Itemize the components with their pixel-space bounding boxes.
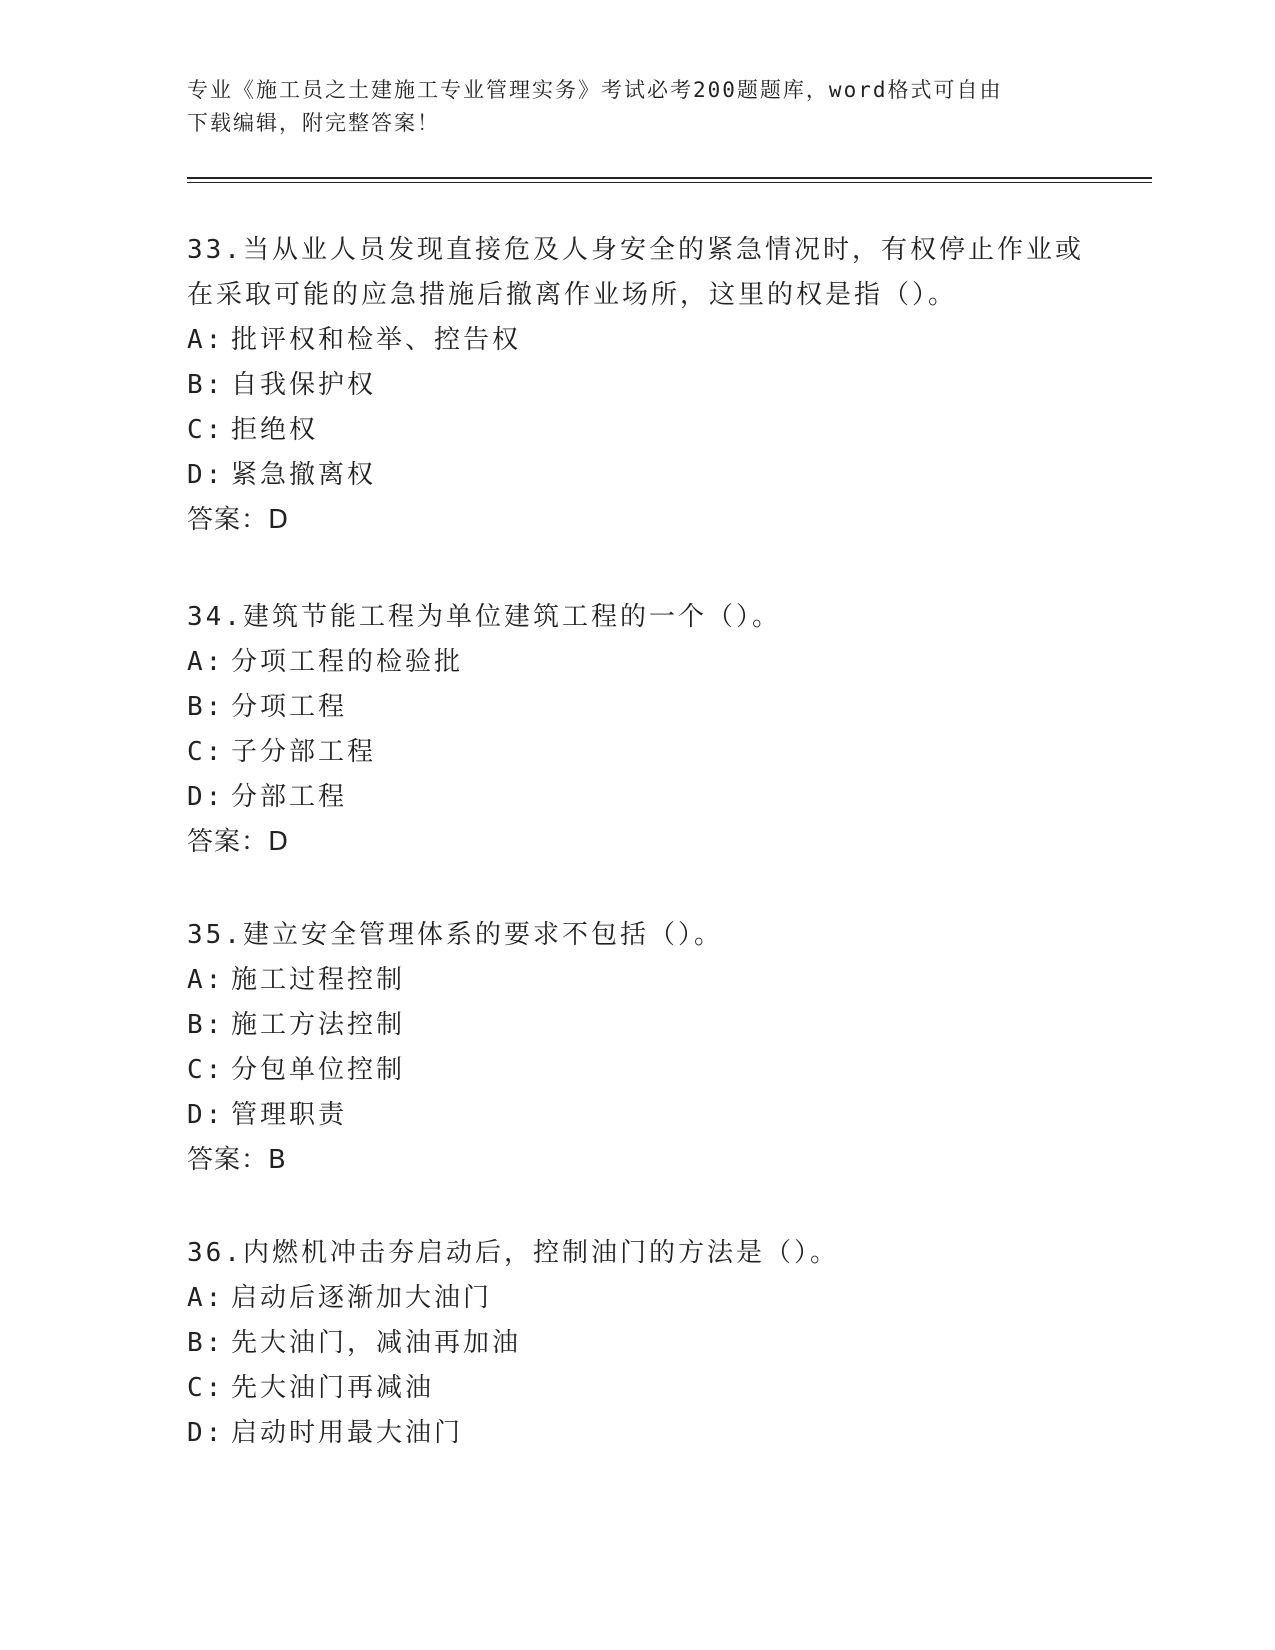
option-text: 分包单位控制 <box>231 1055 406 1085</box>
option-letter: C: <box>187 415 225 445</box>
option-text: 启动后逐渐加大油门 <box>231 1283 493 1313</box>
option-text: 批评权和检举、控告权 <box>231 325 522 355</box>
option-c <box>187 1366 1147 1411</box>
option-text: 先大油门再减油 <box>231 1373 435 1403</box>
question-35 <box>187 913 1147 1183</box>
question-33 <box>187 228 1147 543</box>
option-letter: C: <box>187 1055 225 1085</box>
option-a <box>187 1276 1147 1321</box>
option-text: 分项工程 <box>231 692 348 722</box>
header-divider-thin <box>187 182 1152 183</box>
question-36 <box>187 1231 1147 1456</box>
answer-line: 答案：D <box>187 827 290 857</box>
option-letter: B: <box>187 692 225 722</box>
answer-line: 答案：D <box>187 505 290 535</box>
option-letter: B: <box>187 1010 225 1040</box>
option-text: 拒绝权 <box>231 415 319 445</box>
question-stem-line-1: 34.建筑节能工程为单位建筑工程的一个（）。 <box>187 602 781 632</box>
option-text: 紧急撤离权 <box>231 460 377 490</box>
option-d <box>187 1411 1147 1456</box>
option-b <box>187 685 1147 730</box>
option-text: 管理职责 <box>231 1100 348 1130</box>
option-b <box>187 1003 1147 1048</box>
document-header <box>187 74 1087 140</box>
option-letter: D: <box>187 460 225 490</box>
option-c <box>187 408 1147 453</box>
option-letter: B: <box>187 370 225 400</box>
question-stem <box>187 913 1147 958</box>
option-b <box>187 363 1147 408</box>
header-line-1: 专业《施工员之土建施工专业管理实务》考试必考200题题库，word格式可自由 <box>187 78 1003 102</box>
option-letter: A: <box>187 1283 225 1313</box>
question-stem-line-2: 在采取可能的应急措施后撤离作业场所，这里的权是指（）。 <box>187 280 958 310</box>
question-stem <box>187 1231 1147 1276</box>
option-text: 施工过程控制 <box>231 965 406 995</box>
option-text: 施工方法控制 <box>231 1010 406 1040</box>
header-line-2: 下载编辑，附完整答案！ <box>187 111 440 135</box>
question-34 <box>187 595 1147 865</box>
option-c <box>187 1048 1147 1093</box>
option-text: 分部工程 <box>231 782 348 812</box>
option-letter: D: <box>187 1100 225 1130</box>
question-stem-line-1: 36.内燃机冲击夯启动后，控制油门的方法是（）。 <box>187 1238 839 1268</box>
option-text: 启动时用最大油门 <box>231 1418 464 1448</box>
option-text: 分项工程的检验批 <box>231 647 464 677</box>
question-stem <box>187 595 1147 640</box>
option-text: 自我保护权 <box>231 370 377 400</box>
question-stem <box>187 228 1147 318</box>
option-letter: D: <box>187 782 225 812</box>
option-a <box>187 318 1147 363</box>
answer-line: 答案：B <box>187 1145 287 1175</box>
question-stem-line-1: 33.当从业人员发现直接危及人身安全的紧急情况时，有权停止作业或 <box>187 235 1084 265</box>
option-d <box>187 1093 1147 1138</box>
option-text: 子分部工程 <box>231 737 377 767</box>
option-text: 先大油门，减油再加油 <box>231 1328 522 1358</box>
option-a <box>187 640 1147 685</box>
option-d <box>187 775 1147 820</box>
option-letter: D: <box>187 1418 225 1448</box>
option-letter: C: <box>187 737 225 767</box>
header-divider-thick <box>187 177 1152 179</box>
option-letter: B: <box>187 1328 225 1358</box>
option-d <box>187 453 1147 498</box>
option-a <box>187 958 1147 1003</box>
option-letter: A: <box>187 647 225 677</box>
option-c <box>187 730 1147 775</box>
option-b <box>187 1321 1147 1366</box>
option-letter: A: <box>187 965 225 995</box>
option-letter: C: <box>187 1373 225 1403</box>
question-stem-line-1: 35.建立安全管理体系的要求不包括（）。 <box>187 920 723 950</box>
option-letter: A: <box>187 325 225 355</box>
